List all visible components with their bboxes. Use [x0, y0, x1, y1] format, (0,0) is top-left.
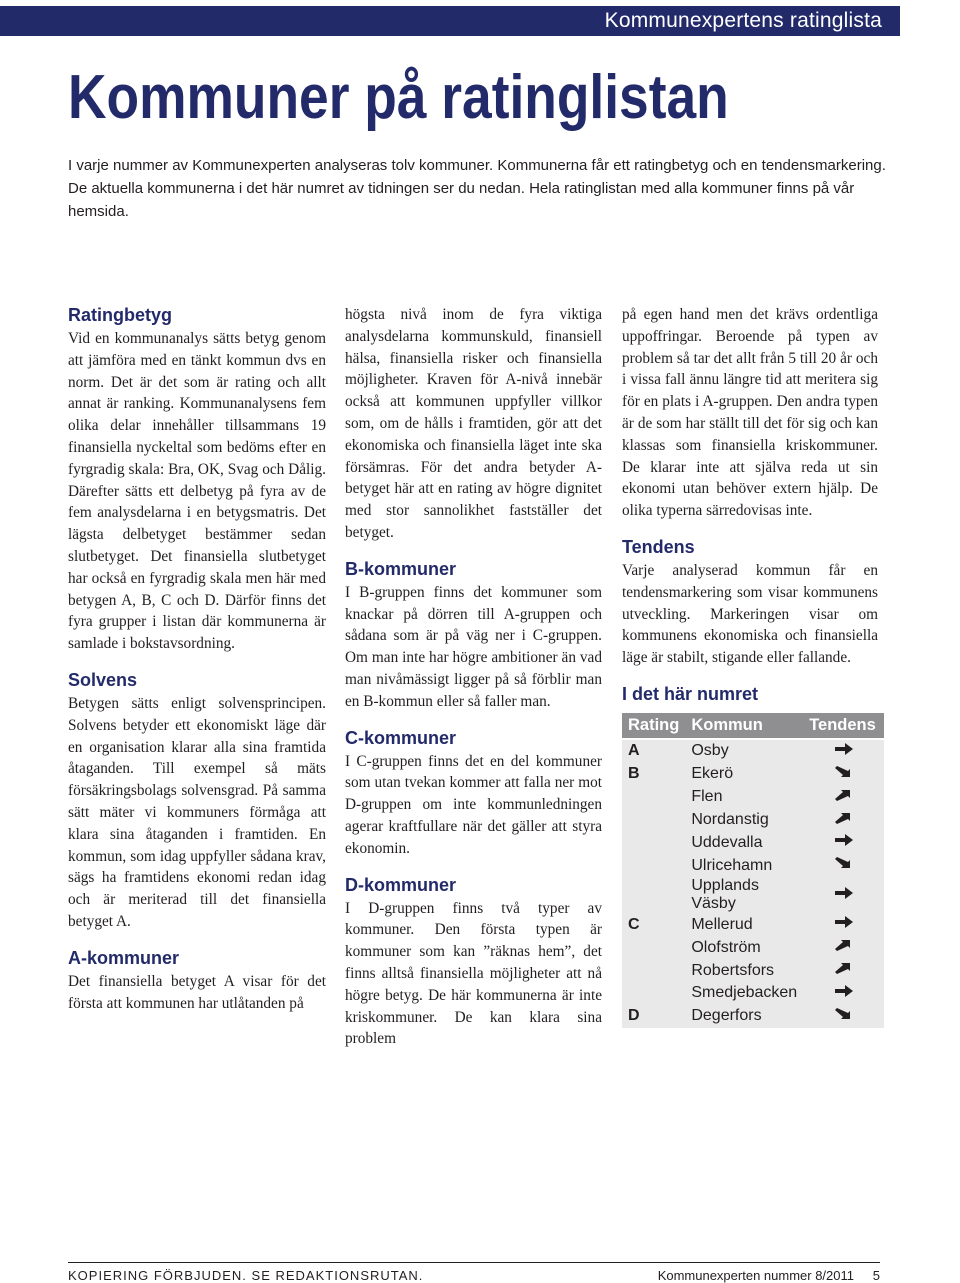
heading-a-kommuner: A-kommuner [68, 947, 180, 968]
rating-cell [622, 809, 685, 832]
column-header-kommun: Kommun [685, 713, 803, 739]
trend-cell [803, 913, 884, 936]
column-header-rating: Rating [622, 713, 685, 739]
trend-cell [803, 763, 884, 786]
rating-table [622, 713, 884, 1028]
rating-cell [622, 854, 685, 877]
trend-cell [803, 809, 884, 832]
rating-cell [622, 982, 685, 1005]
text-b-kommuner: I B-gruppen finns det kommuner som knackar på dörren till A-gruppen och sådana som är på väg ner i C-gruppen. Om man inte har högre ambitioner än vad man nivåmässigt ligger på så förblir man en B-kommun eller så faller man. [345, 583, 602, 710]
column-header-tendens: Tendens [803, 713, 884, 739]
heading-b-kommuner: B-kommuner [345, 558, 457, 579]
page-footer [68, 1262, 880, 1283]
trend-stable-arrow-icon [834, 742, 854, 756]
trend-cell [803, 982, 884, 1005]
table-row [622, 739, 884, 763]
text-d-kommuner-start: I D-gruppen finns två typer av kommuner. Den första typen är kommuner som kan ”räknas hem”, det finns alltså finansiella möjligheter att nå högre betyg. De här kommunerna är inte kriskommuner. De kan klara sina problem [345, 899, 602, 1048]
kommun-cell: Nordanstig [691, 811, 769, 829]
rating-cell [622, 959, 685, 982]
kommun-cell: Mellerud [691, 915, 753, 933]
table-row [622, 877, 884, 913]
table-row [622, 913, 884, 936]
trend-falling-arrow-icon [834, 856, 854, 870]
kommun-cell: Olofström [691, 938, 761, 956]
column-2 [345, 304, 602, 1064]
heading-tendens: Tendens [622, 536, 695, 557]
table-row [622, 809, 884, 832]
text-a-kommuner-start: Det finansiella betyget A visar för det första att kommunen har utlåtanden på [68, 972, 326, 1012]
trend-cell [803, 786, 884, 809]
kommun-cell: Uddevalla [691, 833, 763, 851]
rating-cell: B [628, 765, 640, 783]
trend-cell [803, 877, 884, 913]
table-row [622, 1005, 884, 1028]
trend-cell [803, 959, 884, 982]
trend-stable-arrow-icon [834, 984, 854, 998]
text-c-kommuner: I C-gruppen finns det en del kommuner som utan tvekan kommer att falla ner mot D-gruppen om inte kommunledningen agerar kraftfullare när det gäller att styra ekonomin. [345, 752, 602, 857]
table-row [622, 832, 884, 855]
trend-falling-arrow-icon [834, 765, 854, 779]
kommun-cell: Smedjebacken [691, 984, 798, 1002]
trend-cell [803, 854, 884, 877]
section-header-label: Kommunexpertens ratinglista [604, 9, 882, 32]
rating-cell [622, 877, 685, 913]
intro-paragraph: I varje nummer av Kommunexperten analyseras tolv kommuner. Kommunerna får ett ratingbetyg och en tendensmarkering. De aktuella kommunerna i det här numret av tidningen ser du nedan. Hela ratinglistan med alla kommuner finns på vår hemsida. [68, 157, 886, 220]
text-ratingbetyg: Vid en kommunanalys sätts betyg genom att jämföra med en tänkt kommun dvs en norm. Det är det som är rating och allt annat är ranking. Kommunanalysens fem olika delar innehåller tillsammans 19 finansiella nyckeltal som bedöms efter en fyrgradig skala: Bra, OK, Svag och Dålig. Därefter sätts ett delbetyg på fyra av de fem analysdelarna i en betygsmatris. Det lägsta delbetyget bestämmer sedan slutbetyget. Det finansiella slutbetyget har också en fyrgradig skala men här med betygen A, B, C och D. Därför finns det fyra grupper i listan där kommunerna är samlade i bokstavsordning. [68, 330, 326, 653]
text-solvens: Betygen sätts enligt solvensprincipen. Solvens betyder ett ekonomiskt läge där en organisation klarar alla sina framtida åtaganden. Till exempel så mäts försäkringsbolags solvensgrad. På samma sätt mäter vi kommuners förmåga att klara sina åtaganden i framtiden. En kommun, som idag uppfyller sådana krav, sägs ha framtidens ekonomi redan idag och är meriterad till det finansiella betyget A. [68, 694, 326, 930]
kommun-cell: Osby [691, 742, 729, 760]
table-row [622, 982, 884, 1005]
text-a-kommuner-cont: högsta nivå inom de fyra viktiga analysdelarna kommunskuld, finansiell hälsa, finansiella risker och finansiella möjligheter. Kraven för A-nivå innebär också att kommunen uppfyller villkor som, om de hålls i framtiden, gör att det ekonomiska och finansiella läget inte ska försämras. För det andra betyder A-betyget här att en rating av högre dignitet med stor sannolikhet fastställer det betyget. [345, 306, 602, 541]
rating-cell [622, 832, 685, 855]
heading-c-kommuner: C-kommuner [345, 727, 457, 748]
footer-issue: Kommunexperten nummer 8/2011 [657, 1268, 854, 1283]
trend-rising-arrow-icon [834, 788, 854, 802]
kommun-cell: Degerfors [691, 1007, 762, 1025]
text-d-kommuner-cont: på egen hand men det krävs ordentliga uppoffringar. Beroende på typen av problem så tar det allt från 5 till 20 år och i vissa fall ännu längre tid att meritera sig för en plats i A-gruppen. Den andra typen är de som har ställt till det för sig och kan klassas som finansiella kriskommuner. De klarar inte att själva reda ut sin ekonomi utan behöver extern hjälp. De olika typerna särredovisas inte. [622, 306, 878, 520]
text-tendens: Varje analyserad kommun får en tendensmarkering som visar kommunens utveckling. Markeringen visar om kommunens ekonomiska och finansiella läge är stabilt, stigande eller fallande. [622, 561, 878, 667]
rating-cell: A [628, 742, 640, 760]
trend-cell [803, 936, 884, 959]
kommun-cell: Ulricehamn [691, 856, 773, 874]
trend-stable-arrow-icon [834, 915, 854, 929]
table-row [622, 786, 884, 809]
heading-table: I det här numret [622, 683, 759, 704]
heading-solvens: Solvens [68, 669, 138, 690]
table-row [622, 763, 884, 786]
trend-rising-arrow-icon [834, 938, 854, 952]
kommun-cell: Robertsfors [691, 961, 775, 979]
kommun-cell: Upplands Väsby [691, 877, 759, 913]
column-1 [68, 304, 326, 1028]
page-title: Kommuner på ratinglistan [68, 63, 729, 132]
kommun-cell: Ekerö [691, 765, 734, 783]
table-body [622, 739, 884, 1028]
table-row [622, 959, 884, 982]
page-number: 5 [872, 1268, 880, 1283]
column-3 [622, 304, 878, 1028]
rating-cell [622, 786, 685, 809]
kommun-cell: Flen [691, 788, 723, 806]
trend-cell [803, 1005, 884, 1028]
footer-copyright: KOPIERING FÖRBJUDEN. SE REDAKTIONSRUTAN. [68, 1268, 424, 1283]
table-row [622, 854, 884, 877]
rating-cell [622, 936, 685, 959]
trend-falling-arrow-icon [834, 1007, 854, 1021]
table-row [622, 936, 884, 959]
heading-ratingbetyg: Ratingbetyg [68, 305, 173, 325]
rating-cell: D [628, 1007, 640, 1025]
rating-cell: C [628, 915, 640, 933]
trend-rising-arrow-icon [834, 961, 854, 975]
trend-cell [803, 739, 884, 763]
trend-rising-arrow-icon [834, 811, 854, 825]
table-header-row [622, 713, 884, 739]
trend-stable-arrow-icon [834, 833, 854, 847]
trend-stable-arrow-icon [834, 886, 854, 900]
section-header-bar [0, 6, 900, 36]
trend-cell [803, 832, 884, 855]
heading-d-kommuner: D-kommuner [345, 874, 457, 895]
